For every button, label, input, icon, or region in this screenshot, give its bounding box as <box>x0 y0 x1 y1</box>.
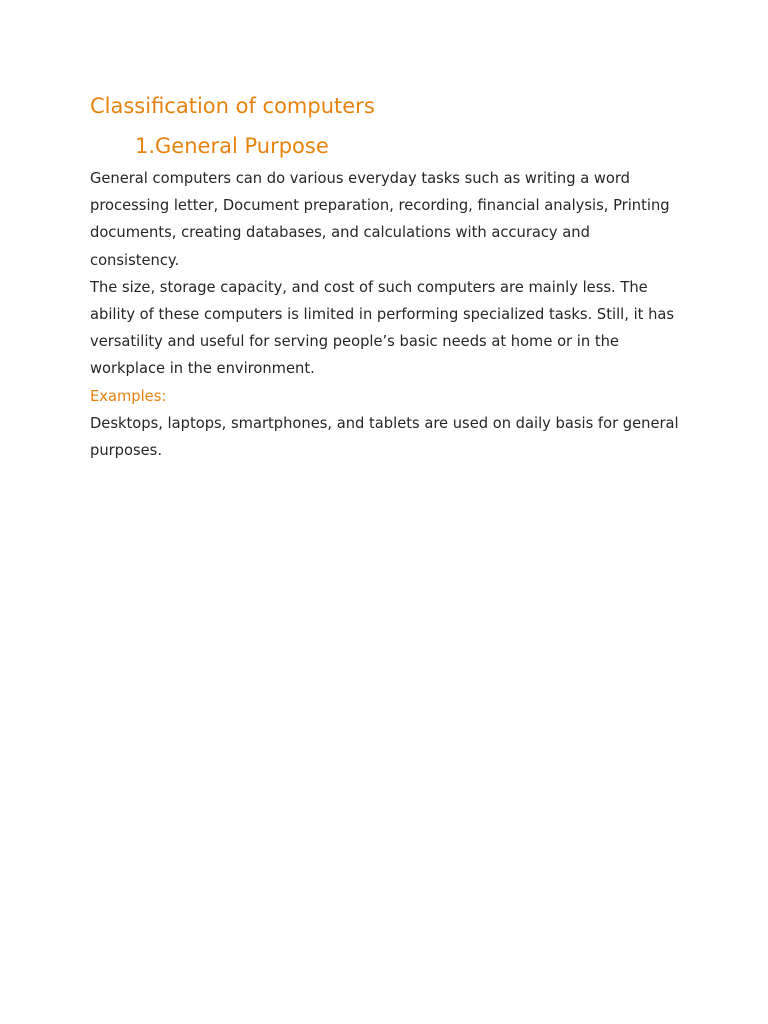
examples-label: Examples: <box>90 387 167 405</box>
paragraph-size-capacity: The size, storage capacity, and cost of such computers are mainly less. The ability of these computers is limited in performing specialized tasks. Still, it has versatility and useful for serving people’s basic needs at home or in the workplace in the environment. <box>90 278 675 378</box>
paragraph-general-tasks: General computers can do various everyday tasks such as writing a word processing letter, Document preparation, recording, financial analysis, Printing documents, creating databases, and calculations with accuracy and consistency. <box>90 170 670 269</box>
document-body <box>90 91 680 464</box>
section-heading: 1.General Purpose <box>135 134 329 158</box>
examples-text: Desktops, laptops, smartphones, and tablets are used on daily basis for general purposes. <box>90 414 679 460</box>
document-title: Classification of computers <box>90 94 375 118</box>
